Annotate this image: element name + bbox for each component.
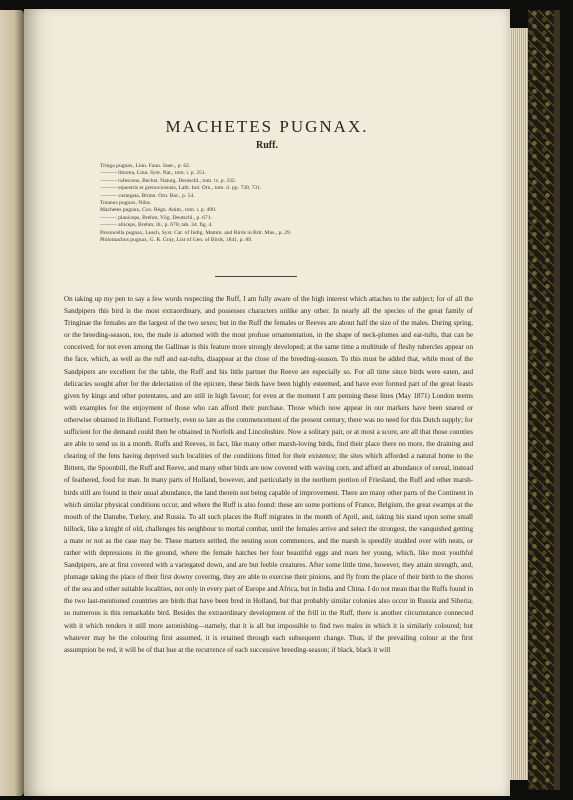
synonym-entry: Pavoncella pugnax, Leach, Syst. Cat. of Indig. Mamm. and Birds in Brit. Mus., p. 29. bbox=[100, 229, 292, 236]
synonym-entry: ——— rufescens, Bechst. Naturg. Deutschl., tom. iv. p. 332. bbox=[100, 177, 237, 184]
cover-edge bbox=[554, 10, 560, 790]
page-stack-edges bbox=[510, 28, 528, 780]
section-divider bbox=[215, 276, 297, 277]
synonym-entry: ——— equestris et grenovicensis, Lath. Ind. Orn., tom. ii. pp. 730, 731. bbox=[100, 185, 262, 192]
cover-pattern bbox=[528, 10, 554, 790]
synonym-entry: Machetes pugnax, Cuv. Règn. Anim., tom. i. p. 490. bbox=[100, 207, 217, 214]
book-cover bbox=[528, 10, 554, 790]
synonym-entry: Tringa pugnax, Linn. Faun. Suec., p. 62. bbox=[100, 163, 191, 169]
synonym-entry: Philomachus pugnax, G. R. Gray, List of Gen. of Birds, 1841, p. 89. bbox=[100, 237, 253, 244]
synonym-entry: ——— alticeps, Brehm, ib., p. 670, tab. 34. fig. 4. bbox=[100, 222, 213, 229]
synonym-entry: Totanus pugnax, Nilss. bbox=[100, 200, 152, 207]
body-paragraph: On taking up my pen to say a few words respecting the Ruff, I am fully aware of the high interest which attaches to the subject; for of all the Sandpipers this bird is the most extraordinary, and possesses characters unlike any other. In nearly all the species of the great family of Tringinae the females are the largest of the two sexes; but in the Ruff the females or Reeves are about half the size of the males. During spring, or the breeding-season, too, the male is adorned with the most profuse ornamentation, in the shape of neck-plumes and ear-tufts, that can be conceived; for not even among the Gallinae is this feature more strongly developed; at the same time a multitude of fleshy tubercles appear on the face, which, as well as the ruff and ear-tufts, disappear at the close of the breeding-season. To this must be added that, while most of the Sandpipers are excellent for the table, the Ruff and his little partner the Reeve are especially so. For all time since birds were eaten, and delicacies sought after for the delectation of the epicure, these birds have been highly esteemed, and have ever formed part of the great feasts given by kings and other potentates, and are still in high favour; for even at the moment I am penning these lines (May 1871) London teems with examples for the enjoyment of those who can afford their purchase. Those which now appear in our markets have been snared or otherwise obtained in Holland. Formerly, even so late as the commencement of the present century, there was no need for this Dutch supply; for sufficient for the demand could then be obtained in Norfolk and Lincolnshire. Now a solitary pair, or at most a score, are all that those counties are able to send us in a month. Ruffs and Reeves, in fact, like many other marsh-loving birds, find their place there no more, the draining and clearing of the fens having deprived such localities of the conditions fitted for their existence; the sites which afforded a natural home to the Bittern, the Spoonbill, the Ruff and Reeve, and many other birds are now covered with waving corn, and afford an abundance of cereal, instead of feathered, food for man. In many parts of Holland, however, and particularly in the northern portion of Friesland, the Ruff and other marsh-birds still are found in their usual abundance, the land therein not being capable of improvement. There are many other parts of the Continent in which similar physical conditions occur, and where the Ruff is also found: these are some portions of France, Belgium, the great swamps at the mouth of the Danube, Turkey, and Russia. To all such places the Ruff migrates in the month of April, and, taking his stand upon some small hillock, like a knight of old, challenges his neighbour to mortal combat, until the females arrive and select the strongest, the vanquished getting a mate or not as the case may be. These matters settled, the nesting soon commences, and the marsh is speedily studded over with nests, or rather with depressions in the ground, where the female hatches her four beautiful eggs and rears her young, which, like most youthful Sandpipers, are at first covered with a variegated down, and are but feeble creatures. After some little time, however, they attain strength, and, plumage taking the place of their first downy covering, they are able to exercise their pinions, and fly from the place of their birth to the shores of the sea and other suitable localities, not only in every part of Europe and Africa, but in India and China. I do not mean that the Ruffs found in the two last-mentioned countries are birds that have been bred in Holland, but that probably similar colonies also occur in Russia and Siberia; so numerous is this remarkable bird. Besides the extraordinary development of the frill in the Ruff, there is another circumstance connected with it which renders it still more astonishing—namely, that it is all but impossible to find two males in which it is similarly coloured; but whatever may be the colouring first assumed, it is retained through each subsequent change. Thus, if the prevailing colour at the first assumption be red, it will be of that hue at the recurrence of each successive breeding-season; if black, black it will bbox=[64, 295, 473, 654]
synonymy-list bbox=[100, 163, 490, 244]
page-subtitle: Ruff. bbox=[256, 140, 278, 151]
synonym-entry: ——— planiceps, Brehm, Vög. Deutschl., p. 671. bbox=[100, 214, 212, 221]
facing-page-edge bbox=[0, 10, 24, 796]
synonym-entry: ——— littorea, Linn. Syst. Nat., tom. i. p. 251. bbox=[100, 170, 207, 177]
synonym-entry: ——— variegata, Brünn. Orn. Bor., p. 54. bbox=[100, 192, 195, 199]
page-title: MACHETES PUGNAX. bbox=[165, 117, 369, 136]
